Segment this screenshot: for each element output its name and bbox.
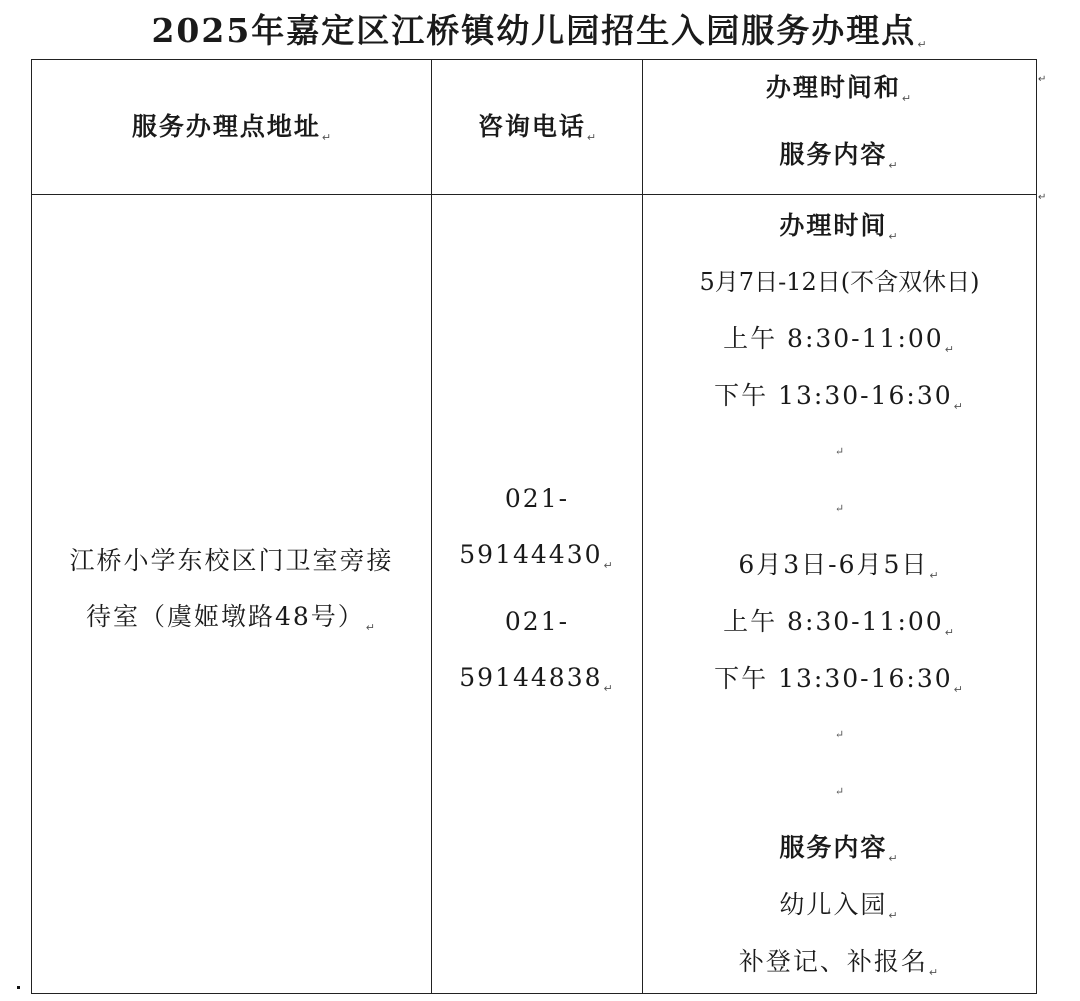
content-item-2: 补登记、补报名$_↵$ bbox=[738, 946, 941, 979]
page-dot bbox=[17, 986, 20, 989]
blank-paragraph: ↵ bbox=[834, 784, 845, 798]
header-phone: 咨询电话$_↵$ bbox=[432, 60, 643, 195]
service-points-table bbox=[31, 59, 1037, 994]
blank-paragraph: ↵ bbox=[834, 501, 845, 515]
phone-cell bbox=[432, 195, 643, 994]
table-row bbox=[32, 195, 1037, 994]
period-2-afternoon: 下午 $13:30-16:30_↵$ bbox=[714, 663, 965, 696]
content-item-1: 幼儿入园$_↵$ bbox=[779, 889, 900, 922]
row-end-mark: ↵ bbox=[1038, 74, 1047, 85]
period-2-morning: 上午 $8:30-11:00_↵$ bbox=[723, 607, 956, 639]
time-heading: 办理时间$_↵$ bbox=[779, 210, 900, 243]
address-line-2: 待室（虞姬墩路48号）$_↵$ bbox=[85, 601, 378, 634]
document-title: 2025年嘉定区江桥镇幼儿园招生入园服务办理点↵ bbox=[151, 11, 929, 51]
period-1-afternoon: 下午 $13:30-16:30_↵$ bbox=[714, 380, 965, 413]
table-header-row bbox=[32, 60, 1037, 195]
header-address: 服务办理点地址$_↵$ bbox=[32, 60, 432, 195]
paragraph-mark: ↵ bbox=[917, 38, 929, 51]
service-cell bbox=[643, 195, 1037, 994]
phone-1: $021-59144430_↵$ bbox=[459, 484, 615, 572]
row-end-mark: ↵ bbox=[1038, 192, 1047, 203]
blank-paragraph: ↵ bbox=[834, 728, 845, 742]
period-1-dates: 5月7日-12日(不含双休日) bbox=[699, 268, 980, 297]
header-service: 办理时间和$_↵$ 服务内容$_↵$ bbox=[643, 60, 1037, 195]
phone-2: $021-59144838_↵$ bbox=[459, 607, 615, 695]
period-1-morning: 上午 $8:30-11:00_↵$ bbox=[723, 324, 956, 357]
blank-paragraph: ↵ bbox=[834, 445, 845, 459]
address-cell bbox=[32, 195, 432, 994]
address-line-1: 江桥小学东校区门卫室旁接 bbox=[69, 545, 394, 575]
content-heading: 服务内容$_↵$ bbox=[779, 833, 900, 866]
period-2-dates: 6月3日-6月5日$_↵$ bbox=[738, 550, 941, 583]
